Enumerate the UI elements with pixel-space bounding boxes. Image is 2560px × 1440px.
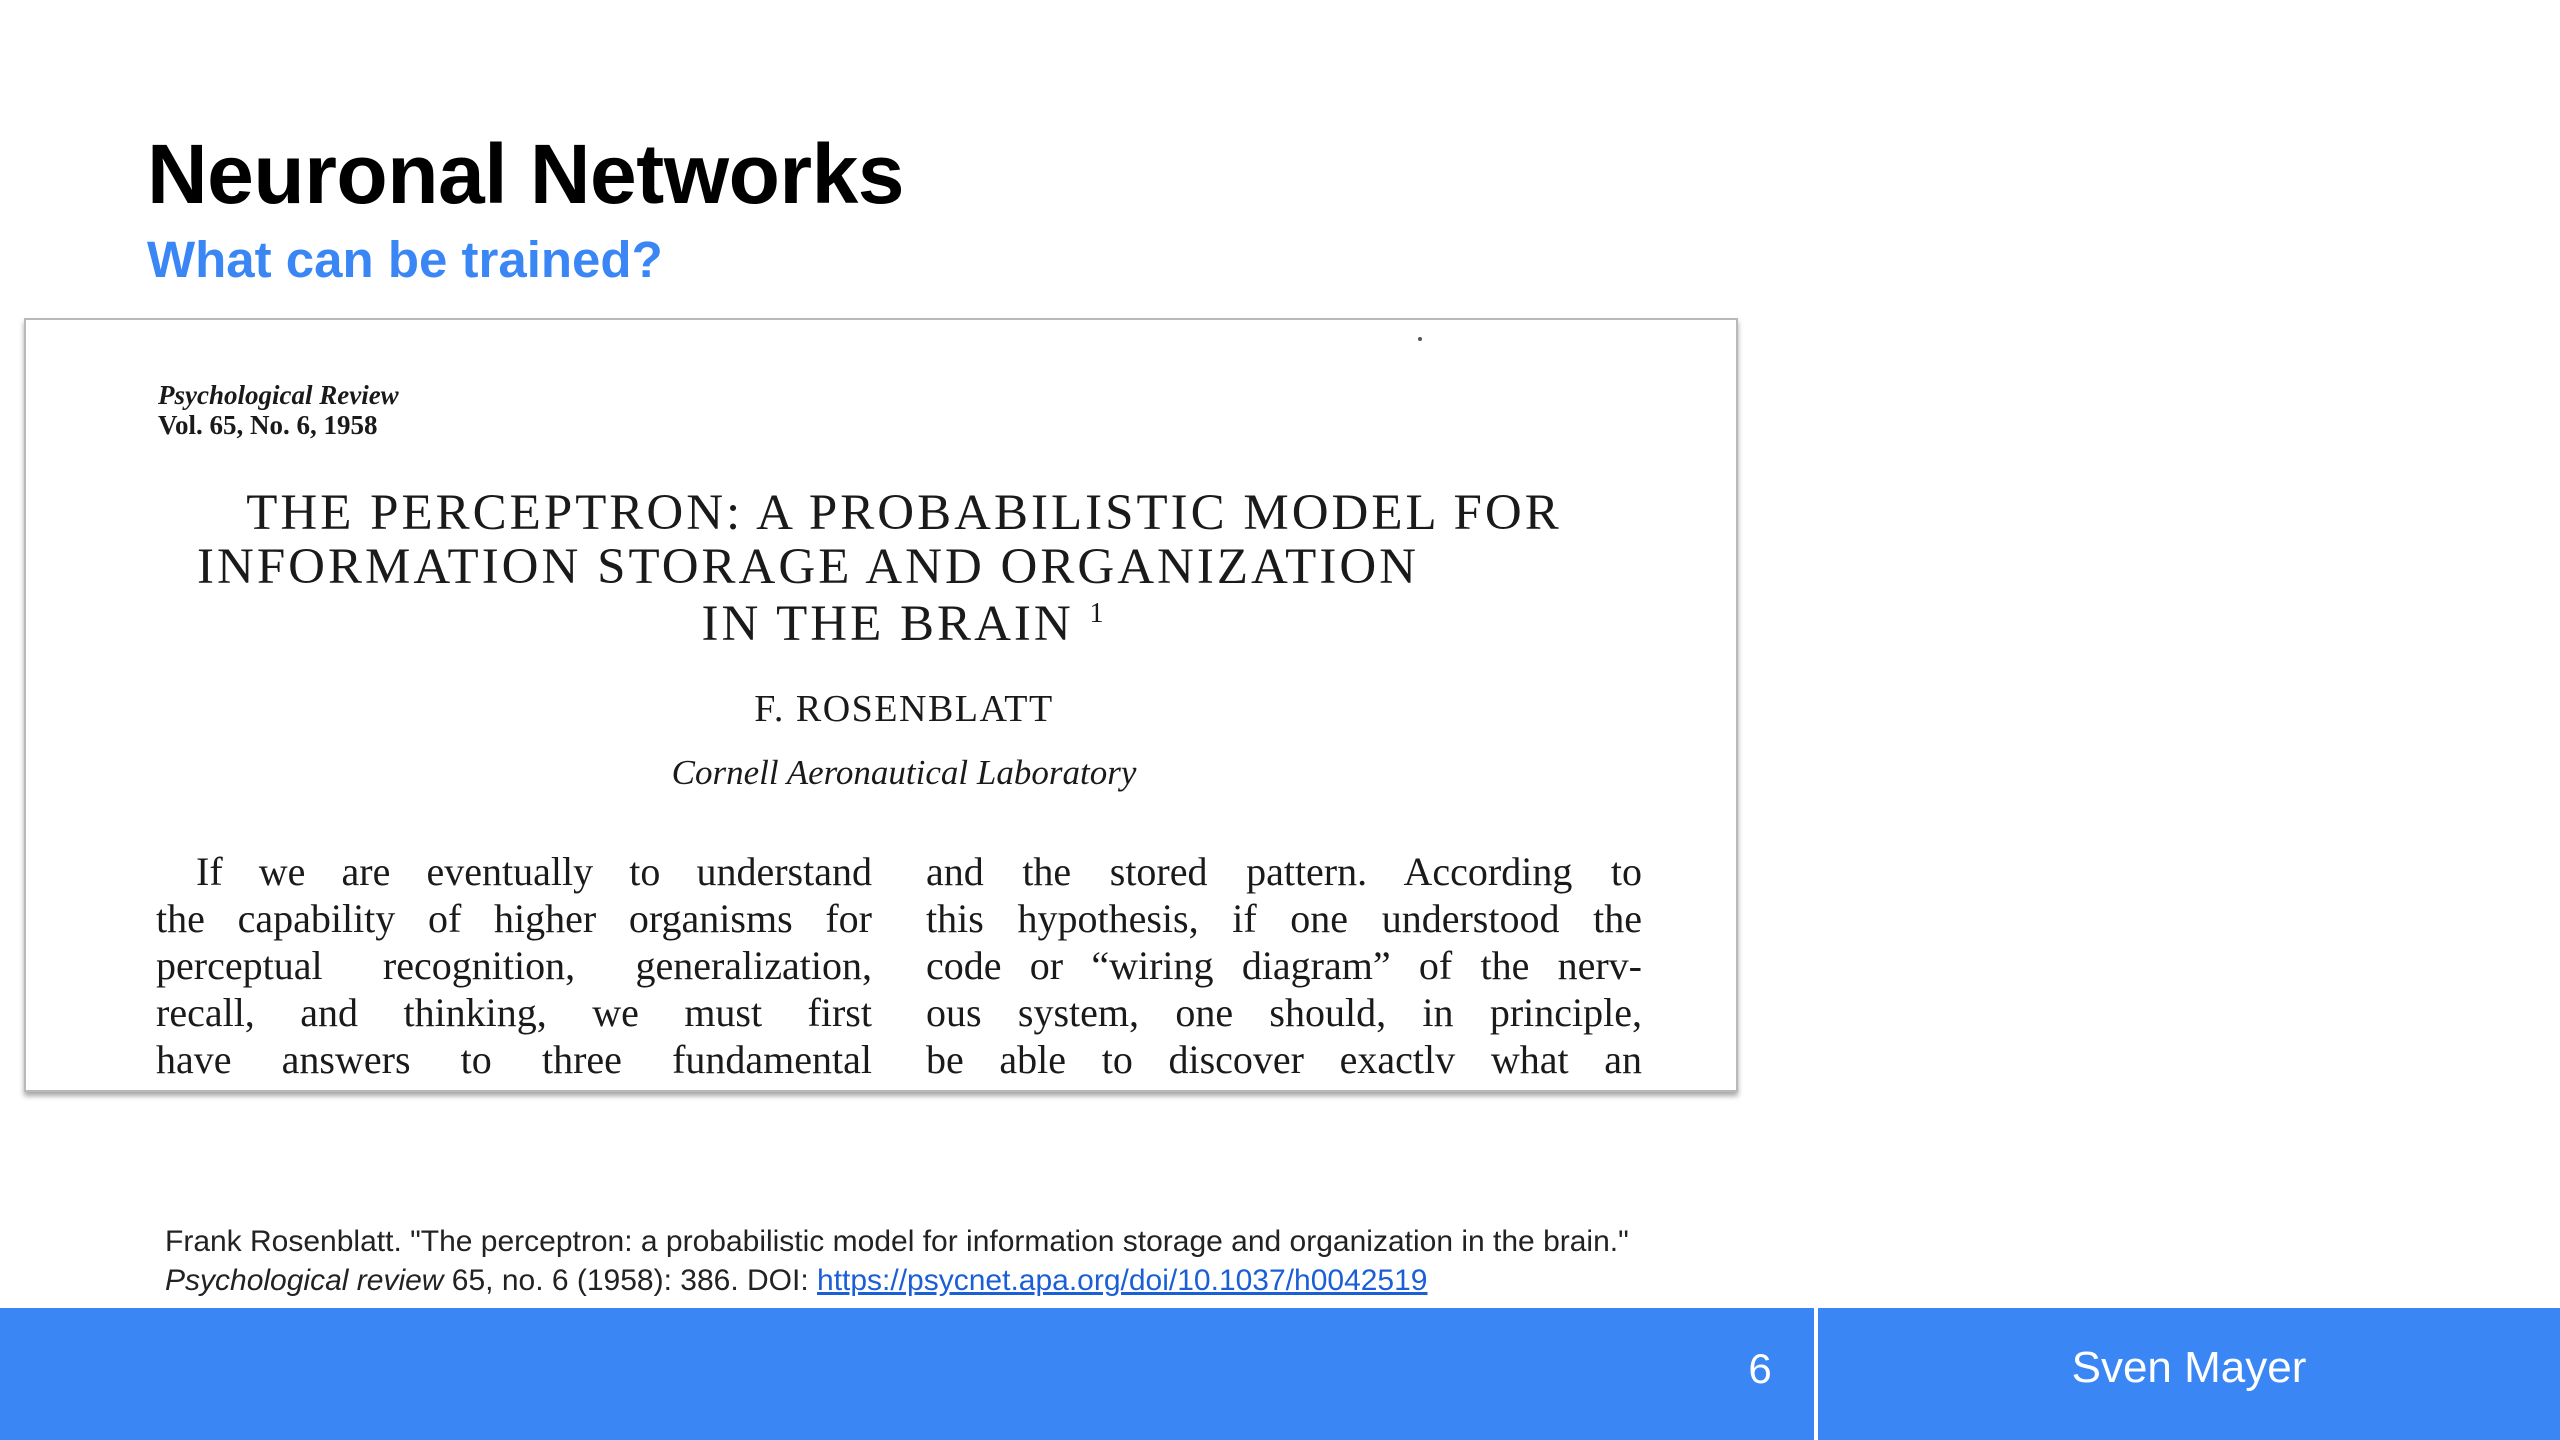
paper-title-line-2: INFORMATION STORAGE AND ORGANIZATION <box>197 539 1419 595</box>
paper-author: F. ROSENBLATT <box>754 688 1054 730</box>
left-column-line: recall, and thinking, we must first <box>156 990 872 1035</box>
left-column-line: the capability of higher organisms for <box>156 896 872 941</box>
right-column-line: ous system, one should, in principle, <box>926 990 1642 1035</box>
right-column-line: code or “wiring diagram” of the nerv- <box>926 943 1642 988</box>
paper-excerpt-image <box>24 318 1738 1092</box>
journal-name: Psychological Review <box>158 380 399 410</box>
citation <box>165 1222 1685 1300</box>
footnote-mark: 1 <box>1089 598 1107 629</box>
paper-affiliation: Cornell Aeronautical Laboratory <box>671 753 1137 792</box>
paper-title-line-3-text: IN THE BRAIN <box>701 596 1074 652</box>
right-column-line: be able to discover exactlv what an <box>926 1037 1642 1082</box>
left-column-line: If we are eventually to understand <box>196 849 872 894</box>
page-number: 6 <box>1748 1345 1772 1392</box>
paper-right-column <box>926 848 1642 1083</box>
presenter-name: Sven Mayer <box>2071 1343 2307 1392</box>
citation-details: 65, no. 6 (1958): 386. DOI: <box>443 1264 818 1297</box>
footer-bar <box>0 1308 2560 1440</box>
right-column-line: and the stored pattern. According to <box>926 849 1642 894</box>
left-column-line: have answers to three fundamental <box>156 1037 872 1082</box>
right-column-line: this hypothesis, if one understood the <box>926 896 1642 941</box>
scan-speck <box>1418 337 1422 341</box>
paper-title-line-3 <box>26 596 1738 652</box>
journal-volume: Vol. 65, No. 6, 1958 <box>158 410 378 440</box>
slide-title: Neuronal Networks <box>147 127 905 221</box>
doi-link[interactable]: https://psycnet.apa.org/doi/10.1037/h0042519 <box>817 1264 1428 1297</box>
citation-journal: Psychological review <box>165 1264 444 1297</box>
paper-title-line-1: THE PERCEPTRON: A PROBABILISTIC MODEL FOR <box>246 485 1562 541</box>
paper-left-column <box>156 848 872 1083</box>
citation-text: Frank Rosenblatt. "The perceptron: a probabilistic model for information storage and organization in the brain." <box>165 1225 1629 1258</box>
slide-subtitle: What can be trained? <box>147 231 663 288</box>
left-column-line: perceptual recognition, generalization, <box>156 943 872 988</box>
